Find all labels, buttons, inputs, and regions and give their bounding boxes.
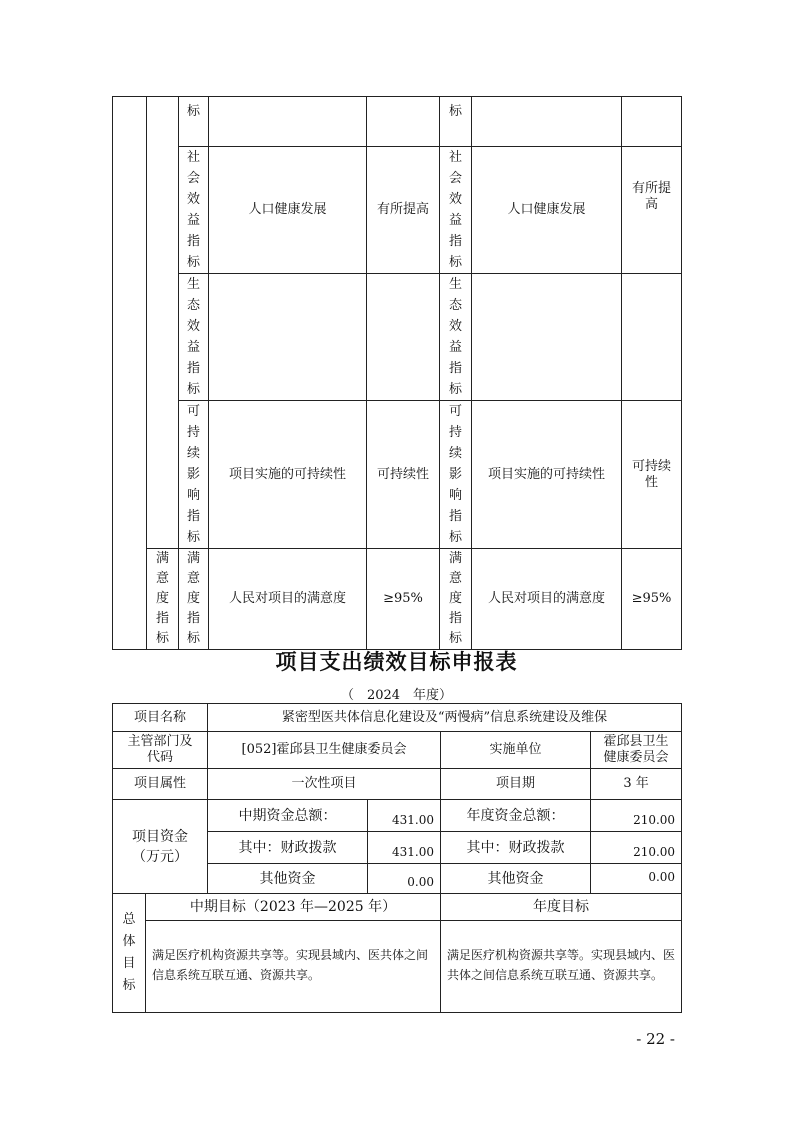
indicator-right: 标 bbox=[440, 97, 472, 147]
value-left: 可持续性 bbox=[367, 401, 440, 549]
content-left bbox=[209, 97, 367, 147]
level1-blank-cell bbox=[113, 97, 147, 650]
indicator-left: 生态效益指标 bbox=[179, 274, 209, 401]
indicator-table-continued bbox=[112, 96, 682, 650]
impl-label: 实施单位 bbox=[441, 732, 591, 769]
indicator-right: 满意度指标 bbox=[440, 549, 472, 650]
mid-other-value: 0.00 bbox=[368, 864, 441, 894]
form-year: （ 2024 年度） bbox=[340, 688, 453, 703]
indicator-left: 标 bbox=[179, 97, 209, 147]
year-total-label: 年度资金总额： bbox=[441, 800, 591, 832]
funds-label: 项目资金（万元） bbox=[113, 800, 208, 894]
level2-blank-cell bbox=[147, 97, 179, 549]
attr-value: 一次性项目 bbox=[208, 769, 441, 800]
mid-other-label: 其他资金 bbox=[208, 864, 368, 894]
year-fiscal-value: 210.00 bbox=[591, 832, 682, 864]
content-right: 人民对项目的满意度 bbox=[472, 549, 622, 650]
content-right bbox=[472, 274, 622, 401]
value-left bbox=[367, 274, 440, 401]
period-value: 3 年 bbox=[591, 769, 682, 800]
indicator-right: 社会效益指标 bbox=[440, 147, 472, 274]
year-fiscal-label: 其中：财政拨款 bbox=[441, 832, 591, 864]
year-other-value: 0.00 bbox=[591, 864, 682, 894]
content-left bbox=[209, 274, 367, 401]
indicator-left: 满意度指标 bbox=[179, 549, 209, 650]
impl-value: 霍邱县卫生健康委员会 bbox=[591, 732, 682, 769]
value-right bbox=[622, 274, 682, 401]
indicator-right: 可持续影响指标 bbox=[440, 401, 472, 549]
performance-form-table bbox=[112, 703, 682, 1013]
mid-total-value: 431.00 bbox=[368, 800, 441, 832]
goal-label: 总体目标 bbox=[113, 894, 146, 1013]
content-left: 人口健康发展 bbox=[209, 147, 367, 274]
content-right: 项目实施的可持续性 bbox=[472, 401, 622, 549]
value-right: ≥95% bbox=[622, 549, 682, 650]
attr-label: 项目属性 bbox=[113, 769, 208, 800]
dept-value: [052]霍邱县卫生健康委员会 bbox=[208, 732, 441, 769]
mid-fiscal-value: 431.00 bbox=[368, 832, 441, 864]
value-left bbox=[367, 97, 440, 147]
mid-total-label: 中期资金总额： bbox=[208, 800, 368, 832]
dept-label: 主管部门及代码 bbox=[113, 732, 208, 769]
year-goal-header: 年度目标 bbox=[441, 894, 682, 921]
category-satisfaction: 满意度指标 bbox=[147, 549, 179, 650]
mid-goal-text: 满足医疗机构资源共享等。实现县域内、医共体之间信息系统互联互通、资源共享。 bbox=[146, 921, 441, 1013]
content-left: 人民对项目的满意度 bbox=[209, 549, 367, 650]
value-left: ≥95% bbox=[367, 549, 440, 650]
content-left: 项目实施的可持续性 bbox=[209, 401, 367, 549]
period-label: 项目期 bbox=[441, 769, 591, 800]
form-title: 项目支出绩效目标申报表 bbox=[275, 650, 518, 674]
indicator-right: 生态效益指标 bbox=[440, 274, 472, 401]
value-right: 有所提高 bbox=[622, 147, 682, 274]
value-right bbox=[622, 97, 682, 147]
year-total-value: 210.00 bbox=[591, 800, 682, 832]
value-right: 可持续性 bbox=[622, 401, 682, 549]
indicator-left: 社会效益指标 bbox=[179, 147, 209, 274]
value-left: 有所提高 bbox=[367, 147, 440, 274]
year-other-label: 其他资金 bbox=[441, 864, 591, 894]
content-right bbox=[472, 97, 622, 147]
project-name-label: 项目名称 bbox=[113, 704, 208, 732]
mid-fiscal-label: 其中：财政拨款 bbox=[208, 832, 368, 864]
project-name-value: 紧密型医共体信息化建设及“两慢病”信息系统建设及维保 bbox=[208, 704, 682, 732]
content-right: 人口健康发展 bbox=[472, 147, 622, 274]
year-goal-text: 满足医疗机构资源共享等。实现县域内、医共体之间信息系统互联互通、资源共享。 bbox=[441, 921, 682, 1013]
mid-goal-header: 中期目标（2023 年—2025 年） bbox=[146, 894, 441, 921]
page-number: - 22 - bbox=[636, 1030, 675, 1048]
indicator-left: 可持续影响指标 bbox=[179, 401, 209, 549]
